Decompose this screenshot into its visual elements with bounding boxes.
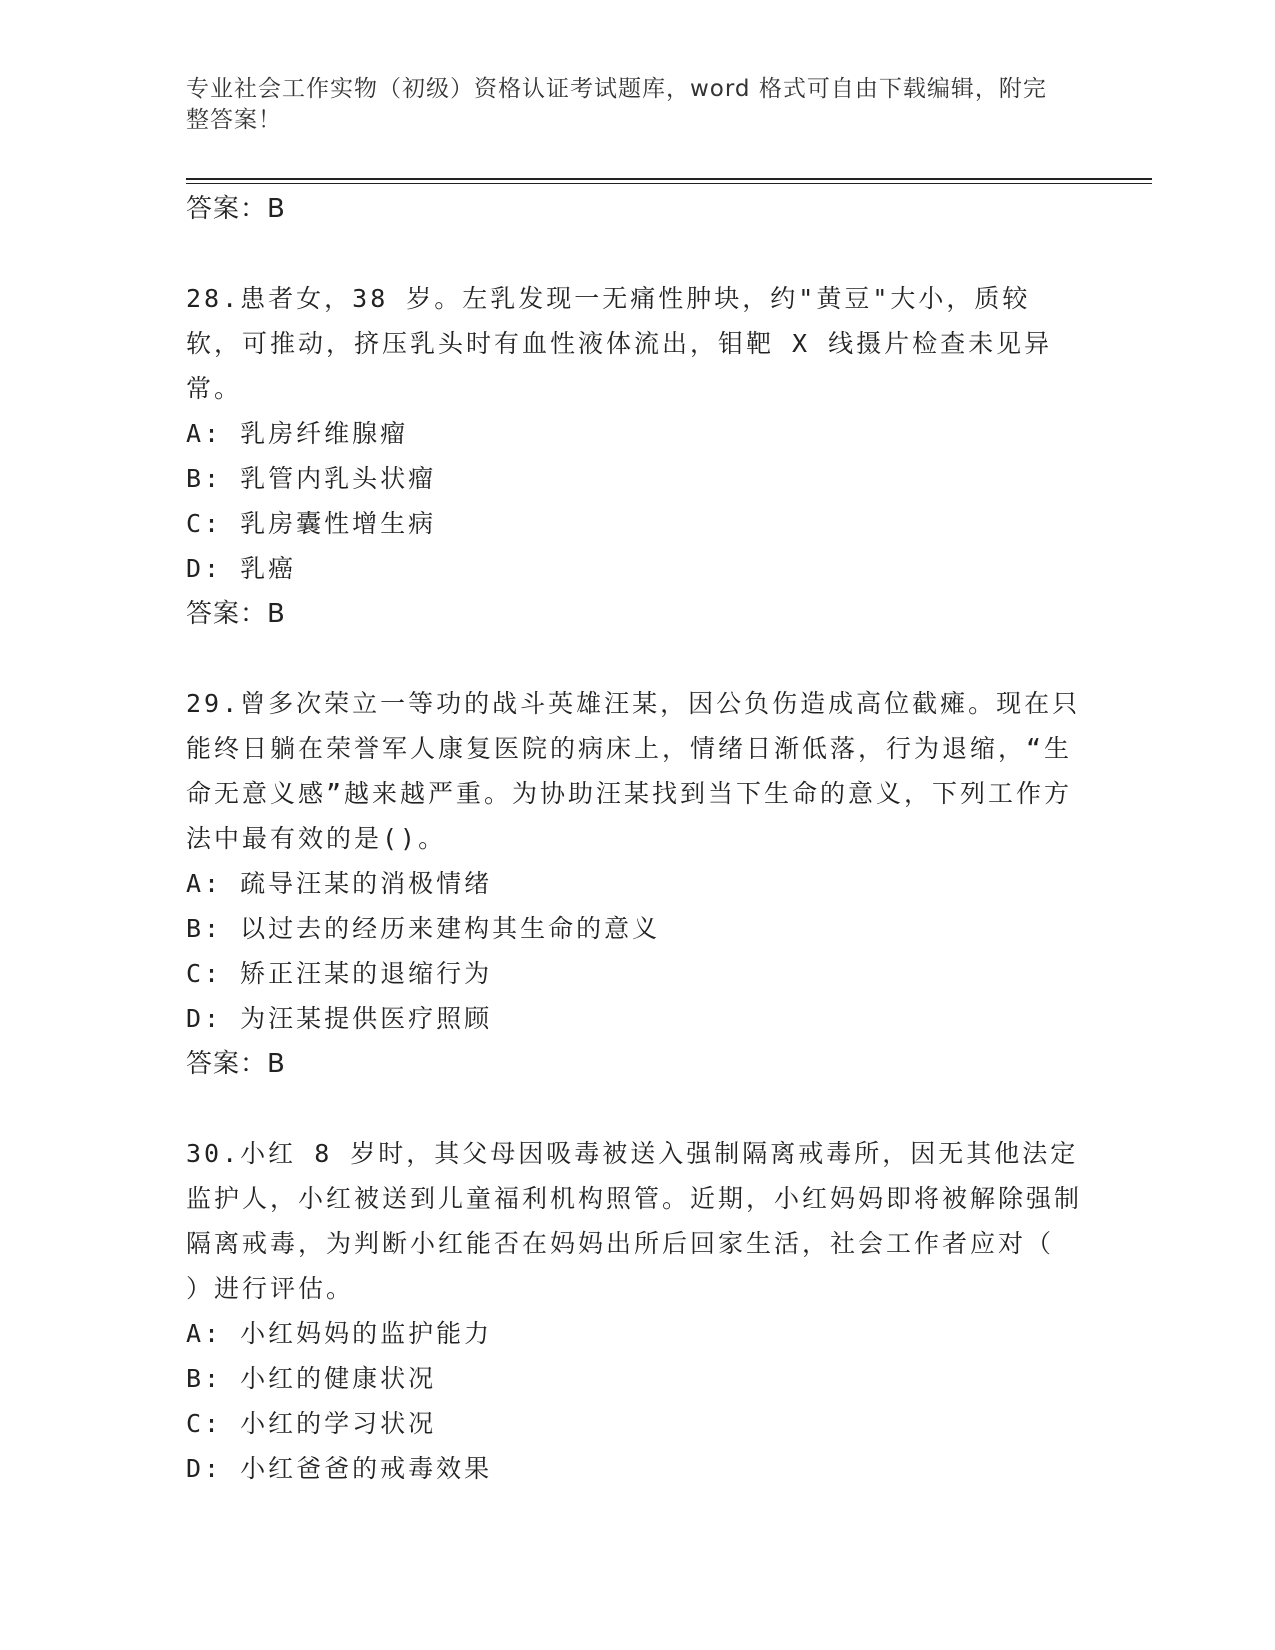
option-b: B: 以过去的经历来建构其生命的意义 [186, 914, 661, 943]
option-c: C: 矫正汪某的退缩行为 [186, 959, 493, 988]
page-header: 专业社会工作实物（初级）资格认证考试题库，word 格式可自由下载编辑，附完整答案！ [186, 76, 1047, 133]
question-text: 29.曾多次荣立一等功的战斗英雄汪某，因公负伤造成高位截瘫。现在只能终日躺在荣誉军人康复医院的病床上，情绪日渐低落，行为退缩，“生命无意义感”越来越严重。为协助汪某找到当下生命的意义，下列工作方法中最有效的是()。 [186, 689, 1081, 853]
previous-answer: 答案：B [186, 194, 286, 224]
option-d: D: 为汪某提供医疗照顾 [186, 1004, 493, 1033]
header-rule-thick [186, 178, 1152, 180]
question-list [186, 186, 1086, 1491]
question-text: 28.患者女，38 岁。左乳发现一无痛性肿块，约"黄豆"大小，质较软，可推动，挤压乳头时有血性液体流出，钼靶 X 线摄片检查未见异常。 [186, 284, 1053, 403]
option-b: B: 乳管内乳头状瘤 [186, 464, 437, 493]
option-c: C: 乳房囊性增生病 [186, 509, 437, 538]
option-a: A: 乳房纤维腺瘤 [186, 419, 409, 448]
header-rule-thin [186, 183, 1152, 184]
option-b: B: 小红的健康状况 [186, 1364, 437, 1393]
option-a: A: 小红妈妈的监护能力 [186, 1319, 493, 1348]
answer: 答案：B [186, 1049, 286, 1079]
answer: 答案：B [186, 599, 286, 629]
option-d: D: 乳癌 [186, 554, 297, 583]
question-28 [186, 276, 1086, 637]
question-text: 30.小红 8 岁时，其父母因吸毒被送入强制隔离戒毒所，因无其他法定监护人，小红被送到儿童福利机构照管。近期，小红妈妈即将被解除强制隔离戒毒，为判断小红能否在妈妈出所后回家生活，社会工作者应对（ ）进行评估。 [186, 1139, 1083, 1303]
option-a: A: 疏导汪某的消极情绪 [186, 869, 493, 898]
question-30 [186, 1131, 1086, 1491]
question-29 [186, 681, 1086, 1087]
option-c: C: 小红的学习状况 [186, 1409, 437, 1438]
option-d: D: 小红爸爸的戒毒效果 [186, 1454, 493, 1483]
